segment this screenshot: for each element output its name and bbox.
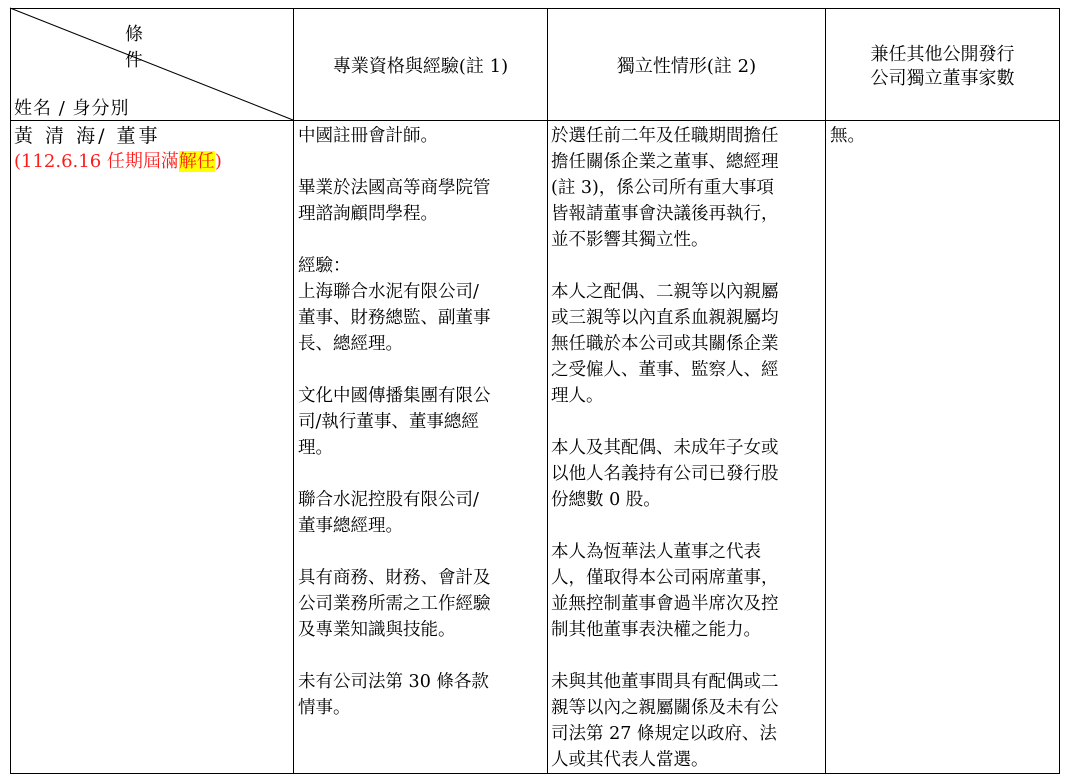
independence-line: 人或其代表人當選。 (551, 750, 709, 770)
independence-line: 之受僱人、董事、監察人、經 (551, 360, 779, 380)
qualification-line: 公司業務所需之工作經驗 (298, 594, 491, 614)
paragraph-gap (551, 643, 823, 669)
paragraph-gap (551, 253, 823, 279)
director-name: 黃 清 海/ 董事 (14, 125, 161, 147)
independence-line: 親等以內之親屬關係及未有公 (551, 698, 779, 718)
header-concurrent-line2: 公司獨立董事家數 (870, 68, 1015, 89)
concurrent-cell (830, 123, 1056, 149)
header-concurrent-line1: 兼任其他公開發行 (870, 44, 1015, 65)
paragraph-gap (551, 513, 823, 539)
qualification-line: 經驗： (298, 256, 351, 276)
table-border-bottom (10, 773, 1060, 774)
independence-cell (551, 123, 823, 773)
qualification-line: 理諮詢顧問學程。 (298, 204, 438, 224)
independence-line: 理人。 (551, 386, 604, 406)
paragraph-gap (298, 539, 544, 565)
paragraph-gap (298, 357, 544, 383)
qualification-line: 董事、財務總監、副董事 (298, 308, 491, 328)
qualification-line: 長、總經理。 (298, 334, 403, 354)
qualification-line: 未有公司法第 30 條各款 (298, 672, 489, 692)
column-divider-2 (547, 8, 548, 774)
qualification-line: 上海聯合水泥有限公司/ (298, 282, 479, 302)
header-qualification-label: 專業資格與經驗(註 1) (332, 56, 509, 77)
term-status-prefix: (112.6.16 任期屆滿 (14, 151, 179, 172)
qualification-line: 文化中國傳播集團有限公 (298, 386, 491, 406)
name-cell (14, 123, 289, 175)
independence-line: (註 3)，係公司所有重大事項 (551, 178, 774, 198)
qualification-line: 具有商務、財務、會計及 (298, 568, 491, 588)
independence-line: 份總數 0 股。 (551, 490, 661, 510)
header-name-id: 姓名 / 身分別 (14, 98, 130, 119)
independence-line: 並不影響其獨立性。 (551, 230, 709, 250)
independence-line: 無任職於本公司或其關係企業 (551, 334, 779, 354)
independence-line: 並無控制董事會過半席次及控 (551, 594, 779, 614)
independence-line: 於選任前二年及任職期間擔任 (551, 126, 779, 146)
header-condition: 條件 (125, 24, 145, 71)
header-independence-label: 獨立性情形(註 2) (616, 56, 757, 77)
independence-line: 或三親等以內直系血親親屬均 (551, 308, 779, 328)
qualification-line: 畢業於法國高等商學院管 (298, 178, 491, 198)
independence-line: 以他人名義持有公司已發行股 (551, 464, 779, 484)
header-independence (548, 55, 825, 79)
independence-line: 本人之配偶、二親等以內親屬 (551, 282, 779, 302)
column-divider-3 (825, 8, 826, 774)
independence-line: 司法第 27 條規定以政府、法 (551, 724, 777, 744)
header-concurrent (826, 43, 1059, 91)
qualification-line: 理。 (298, 438, 333, 458)
term-status-highlight: 解任 (178, 151, 215, 172)
term-status (14, 149, 289, 175)
independence-line: 人，僅取得本公司兩席董事， (551, 568, 779, 588)
independence-line: 制其他董事表決權之能力。 (551, 620, 761, 640)
qualification-line: 中國註冊會計師。 (298, 126, 438, 146)
independence-line: 皆報請董事會決議後再執行， (551, 204, 779, 224)
qualification-cell (298, 123, 544, 721)
term-status-suffix: ) (214, 151, 222, 172)
header-qualification (294, 55, 547, 79)
paragraph-gap (551, 409, 823, 435)
table-border-right (1059, 8, 1060, 774)
qualification-line: 董事總經理。 (298, 516, 403, 536)
independence-line: 未與其他董事間具有配偶或二 (551, 672, 779, 692)
qualification-line: 及專業知識與技能。 (298, 620, 456, 640)
paragraph-gap (298, 227, 544, 253)
independence-line: 擔任關係企業之董事、總經理 (551, 152, 779, 172)
paragraph-gap (298, 643, 544, 669)
qualification-line: 情事。 (298, 698, 351, 718)
qualification-line: 司/執行董事、董事總經 (298, 412, 479, 432)
qualification-line: 聯合水泥控股有限公司/ (298, 490, 479, 510)
concurrent-count: 無。 (830, 126, 865, 146)
independence-line: 本人為恆華法人董事之代表 (551, 542, 761, 562)
paragraph-gap (298, 149, 544, 175)
independence-line: 本人及其配偶、未成年子女或 (551, 438, 779, 458)
paragraph-gap (298, 461, 544, 487)
